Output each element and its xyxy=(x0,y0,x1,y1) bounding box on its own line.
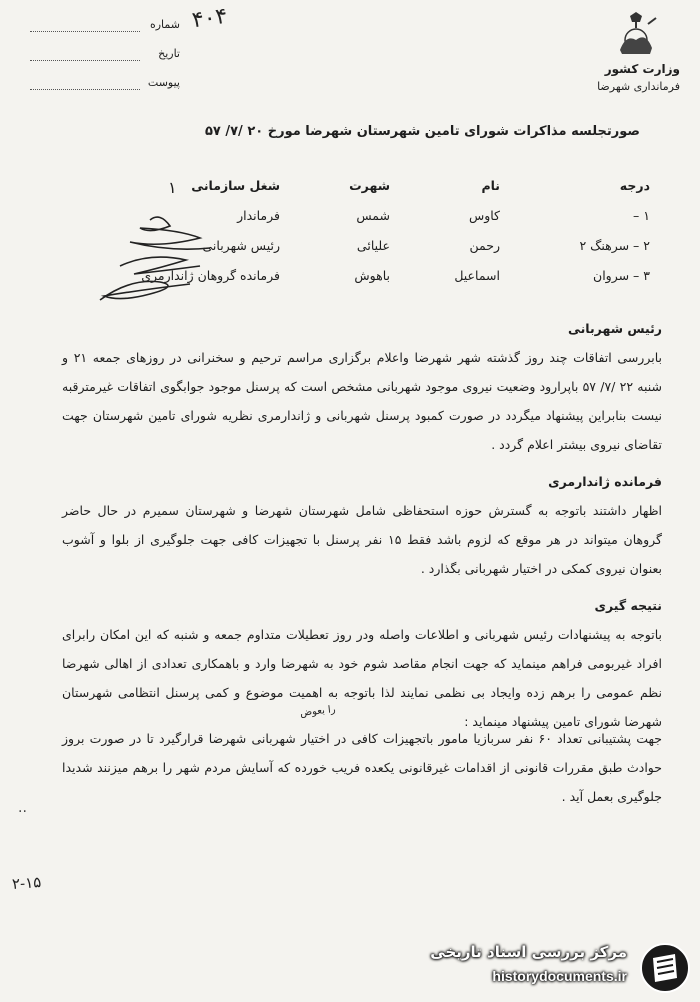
cell-name: رحمن xyxy=(469,238,500,253)
cell-rank: ۳ – سروان xyxy=(593,268,650,283)
section-resolution xyxy=(62,724,662,811)
section-heading: فرمانده ژاندارمری xyxy=(548,474,662,489)
page-number: ۲-۱۵ xyxy=(11,873,42,893)
header-rank: درجه xyxy=(619,178,650,193)
cell-name: کاوس xyxy=(468,208,500,223)
section-heading: نتیجه گیری xyxy=(594,598,662,613)
handwritten-mark: ۱ xyxy=(168,178,177,197)
watermark-url: historydocuments.ir xyxy=(492,968,627,984)
section-text: باتوجه به پیشنهادات رئیس شهربانی و اطلاعات واصله ودر روز تعطیلات متداوم جمعه و شنبه که این امکان رابرای افراد غیربومی فراهم مینماید که جهت انجام مقاصد شوم خود به شهرضا وارد و باهمکاری تعدادی از اهالی شهرضا نظم عمومی را برهم زده وایجاد بی نظمی نمایند لذا باتوجه به اهمیت موضوع و کمی پرسنل انتظامی شهرستان شهرضا شورای تامین پیشنهاد مینماید : xyxy=(62,627,662,729)
section-text: اظهار داشتند باتوجه به گسترش حوزه استحفاظی شامل شهرستان شهرضا و شهرستان سمیرم در حال حاضر گروهان میتواند در هر موقع که لزوم باشد فقط ۱۵ نفر پرسنل با تجهیزات کافی جهت جلوگیری از بلوا و آشوب بعنوان نیروی کمکی در اختیار شهربانی بگذارد . xyxy=(62,503,662,576)
section-text: جهت پشتیبانی تعداد ۶۰ نفر سربازیا مامور باتجهیزات کافی در اختیار شهربانی شهرضا قرارگیرد تا در صورت بروز حوادث طبق مقررات قانونی از اقدامات غیرقانونی یکعده فریب خورده که آسایش مردم شهر را برهم میزنند شدیدا جلوگیری بعمل آید . xyxy=(62,731,663,804)
document-title: صورتجلسه مذاکرات شورای تامین شهرستان شهرضا مورخ ۲۰ /۷/ ۵۷ xyxy=(204,124,640,139)
number-label: شماره xyxy=(149,18,180,31)
section-text: بابررسی اتفاقات چند روز گذشته شهر شهرضا واعلام برگزاری مراسم ترحیم و سخنرانی در روزهای جمعه ۲۱ و شنبه ۲۲ /۷/ ۵۷ باپرارود وضعیت نیروی موجود شهربانی مشخص است که پرسنل موجود جوابگوی اتفاقات غیرمترقبه نیست بنابراین پیشنهاد میگردد در صورت کمبود پرسنل شهربانی و ژاندارمری نظریه شورای تامین شهرستان جهت تقاضای نیروی بیشتر اعلام گردد . xyxy=(62,350,662,452)
cell-job: رئیس شهربانی xyxy=(202,238,280,253)
office-name: فرمانداری شهرضا xyxy=(597,80,680,93)
cell-name: اسماعیل xyxy=(454,268,500,283)
cell-rank: ۱ – xyxy=(633,208,650,223)
attachment-label: پیوست xyxy=(147,76,180,89)
cell-family: علیائی xyxy=(356,238,390,253)
header-name: نام xyxy=(481,178,500,193)
watermark-text xyxy=(430,940,627,988)
signatures-icon xyxy=(90,208,230,308)
section-conclusion xyxy=(62,591,662,736)
section-gendarmerie-commander xyxy=(62,467,662,583)
ministry-name: وزارت کشور xyxy=(604,62,680,76)
header-family: شهرت xyxy=(349,178,390,193)
ministry-block xyxy=(568,60,680,96)
section-police-chief xyxy=(62,314,662,459)
handwritten-number: ۴۰۴ xyxy=(190,3,230,34)
margin-dots: .. xyxy=(18,800,27,816)
handwritten-annotation: را بعوض xyxy=(299,704,337,719)
cell-job: فرماندار xyxy=(237,208,280,223)
section-heading: رئیس شهربانی xyxy=(567,321,662,336)
number-line xyxy=(30,18,180,34)
archive-logo-icon xyxy=(639,942,691,994)
cell-rank: ۲ – سرهنگ ۲ xyxy=(579,238,650,253)
cell-family: باهوش xyxy=(354,268,390,283)
header-job: شغل سازمانی xyxy=(191,178,280,193)
table-header-row xyxy=(120,178,650,208)
lion-and-sun-emblem-icon xyxy=(610,10,662,62)
date-label: تاریخ xyxy=(158,47,180,60)
watermark xyxy=(410,938,695,996)
attachment-line xyxy=(30,76,180,92)
watermark-title: مرکز بررسی اسناد تاریخی xyxy=(430,943,627,961)
cell-job: فرمانده گروهان ژاندارمری xyxy=(141,268,280,283)
cell-family: شمس xyxy=(356,208,390,223)
date-line xyxy=(30,47,180,63)
